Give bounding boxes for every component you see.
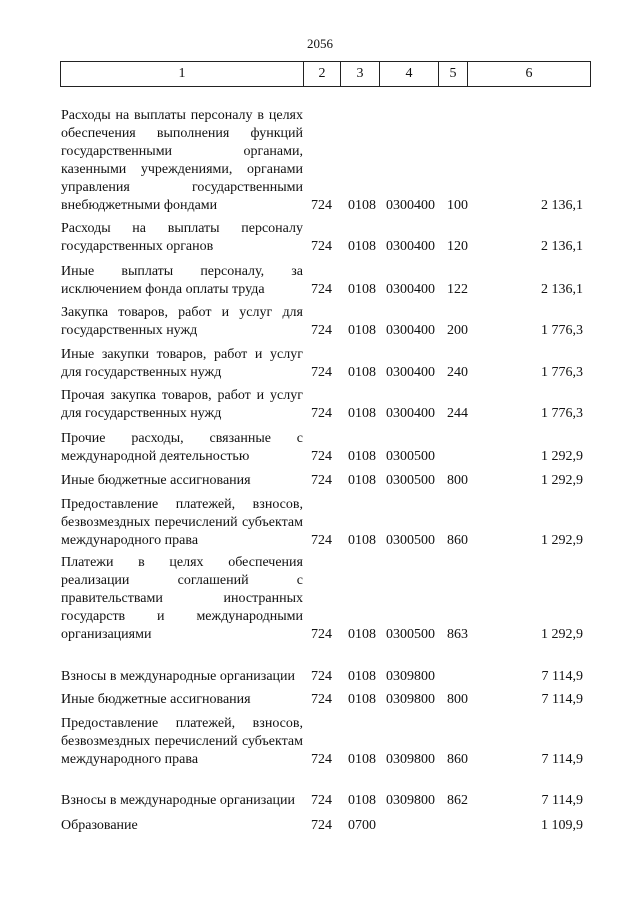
- column-header-5: 5: [439, 62, 468, 87]
- row-name: Расходы на выплаты персоналу государственных органов: [61, 221, 303, 254]
- row-amount: 2 136,1: [541, 198, 583, 213]
- row-code-4: 0300400: [386, 239, 435, 254]
- row-code-2: 724: [311, 449, 332, 464]
- row-amount: 7 114,9: [541, 692, 583, 707]
- row-code-4: 0300400: [386, 323, 435, 338]
- row-name: Закупка товаров, работ и услуг для государственных нужд: [61, 305, 303, 338]
- row-code-3: 0700: [348, 818, 376, 833]
- row-code-5: 860: [447, 752, 468, 767]
- row-code-3: 0108: [348, 752, 376, 767]
- row-code-3: 0108: [348, 449, 376, 464]
- row-name: Взносы в международные организации: [61, 793, 296, 808]
- column-header-2: 2: [304, 62, 341, 87]
- row-code-4: 0309800: [386, 793, 435, 808]
- row-code-3: 0108: [348, 669, 376, 684]
- row-code-4: 0300400: [386, 365, 435, 380]
- row-amount: 1 109,9: [541, 818, 583, 833]
- table-row: [0, 648, 640, 686]
- row-amount: 1 292,9: [541, 449, 583, 464]
- row-code-5: 120: [447, 239, 468, 254]
- row-code-3: 0108: [348, 198, 376, 213]
- row-code-5: 240: [447, 365, 468, 380]
- row-code-4: 0309800: [386, 692, 435, 707]
- column-header-6: 6: [468, 62, 591, 87]
- row-amount: 1 776,3: [541, 323, 583, 338]
- row-code-2: 724: [311, 282, 332, 297]
- row-code-4: 0300500: [386, 627, 435, 642]
- row-code-2: 724: [311, 627, 332, 642]
- table-row: [0, 689, 640, 709]
- row-code-5: 122: [447, 282, 468, 297]
- row-name: Прочая закупка товаров, работ и услуг для государственных нужд: [61, 388, 303, 421]
- table-row: [0, 92, 640, 215]
- row-amount: 7 114,9: [541, 752, 583, 767]
- row-code-2: 724: [311, 473, 332, 488]
- row-name: Предоставление платежей, взносов, безвозмездных перечислений субъектам международного права: [61, 716, 303, 767]
- row-amount: 7 114,9: [541, 669, 583, 684]
- row-code-2: 724: [311, 669, 332, 684]
- row-amount: 1 776,3: [541, 406, 583, 421]
- row-code-2: 724: [311, 406, 332, 421]
- table-row: [0, 494, 640, 550]
- row-code-4: 0300500: [386, 473, 435, 488]
- row-code-5: 863: [447, 627, 468, 642]
- row-code-2: 724: [311, 752, 332, 767]
- row-code-4: 0300400: [386, 198, 435, 213]
- row-name: Иные выплаты персоналу, за исключением фонда оплаты труда: [61, 264, 303, 297]
- row-code-5: 862: [447, 793, 468, 808]
- row-code-4: 0300500: [386, 533, 435, 548]
- table-row: [0, 772, 640, 810]
- row-name: Образование: [61, 818, 138, 833]
- table-row: [0, 713, 640, 769]
- page-number: 2056: [307, 36, 333, 51]
- row-code-2: 724: [311, 239, 332, 254]
- row-name: Иные бюджетные ассигнования: [61, 473, 251, 488]
- column-header-3: 3: [341, 62, 380, 87]
- row-code-3: 0108: [348, 365, 376, 380]
- table-row: [0, 261, 640, 299]
- row-code-4: 0300400: [386, 406, 435, 421]
- row-code-3: 0108: [348, 533, 376, 548]
- row-name: Взносы в международные организации: [61, 669, 296, 684]
- row-name: Расходы на выплаты персоналу в целях обеспечения выполнения функций государственными органами, казенными учреждениями, органами управления государственными внебюджетными фондами: [61, 108, 303, 213]
- table-row: [0, 554, 640, 644]
- row-code-2: 724: [311, 365, 332, 380]
- row-code-5: 800: [447, 692, 468, 707]
- row-code-4: 0309800: [386, 752, 435, 767]
- row-code-2: 724: [311, 818, 332, 833]
- row-code-5: 800: [447, 473, 468, 488]
- row-code-5: 244: [447, 406, 468, 421]
- row-code-3: 0108: [348, 793, 376, 808]
- row-amount: 1 292,9: [541, 533, 583, 548]
- row-code-2: 724: [311, 793, 332, 808]
- table-row: [0, 344, 640, 382]
- table-row: [0, 815, 640, 835]
- row-amount: 2 136,1: [541, 282, 583, 297]
- row-code-2: 724: [311, 198, 332, 213]
- row-code-3: 0108: [348, 239, 376, 254]
- table-row: [0, 218, 640, 256]
- row-code-3: 0108: [348, 323, 376, 338]
- table-row: [0, 428, 640, 466]
- row-amount: 2 136,1: [541, 239, 583, 254]
- row-amount: 1 776,3: [541, 365, 583, 380]
- row-amount: 7 114,9: [541, 793, 583, 808]
- row-code-2: 724: [311, 692, 332, 707]
- row-name: Прочие расходы, связанные с международной деятельностью: [61, 431, 303, 464]
- row-code-2: 724: [311, 533, 332, 548]
- row-code-5: 860: [447, 533, 468, 548]
- row-code-4: 0309800: [386, 669, 435, 684]
- row-code-2: 724: [311, 323, 332, 338]
- column-header-1: 1: [61, 62, 304, 87]
- row-code-3: 0108: [348, 473, 376, 488]
- row-name: Иные закупки товаров, работ и услуг для государственных нужд: [61, 347, 303, 380]
- row-code-5: 100: [447, 198, 468, 213]
- row-code-4: 0300400: [386, 282, 435, 297]
- row-code-4: 0300500: [386, 449, 435, 464]
- table-row: [0, 470, 640, 490]
- table-row: [0, 302, 640, 340]
- row-name: Предоставление платежей, взносов, безвозмездных перечислений субъектам международного права: [61, 497, 303, 548]
- row-code-3: 0108: [348, 627, 376, 642]
- row-code-3: 0108: [348, 282, 376, 297]
- row-name: Платежи в целях обеспечения реализации соглашений с правительствами иностранных государств и международными организациями: [61, 555, 303, 642]
- row-code-3: 0108: [348, 406, 376, 421]
- row-name: Иные бюджетные ассигнования: [61, 692, 251, 707]
- column-header-4: 4: [380, 62, 439, 87]
- table-row: [0, 385, 640, 423]
- row-code-5: 200: [447, 323, 468, 338]
- row-code-3: 0108: [348, 692, 376, 707]
- row-amount: 1 292,9: [541, 473, 583, 488]
- row-amount: 1 292,9: [541, 627, 583, 642]
